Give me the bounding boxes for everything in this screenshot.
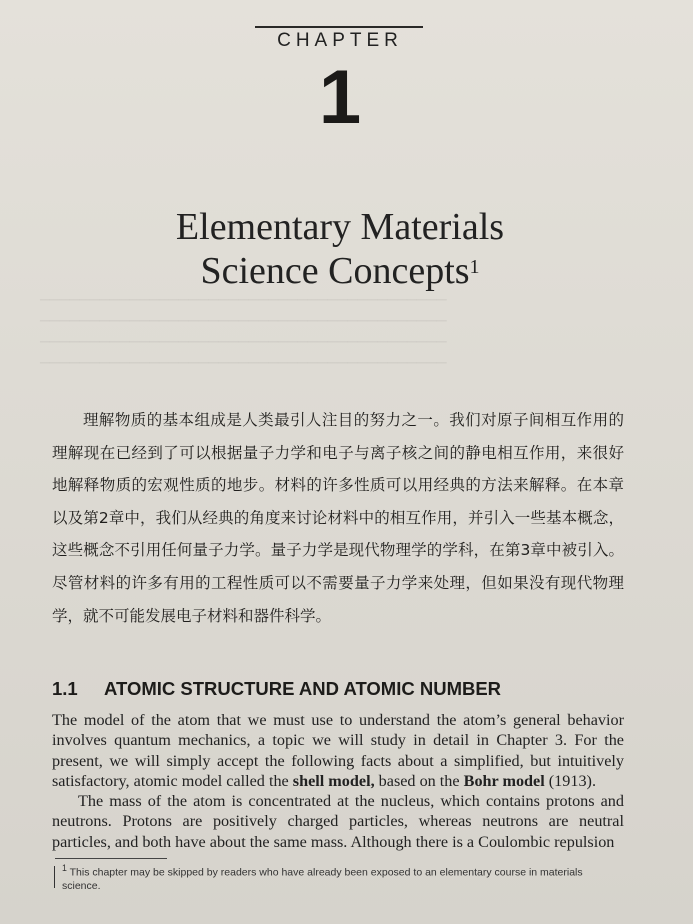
chapter-label: CHAPTER [277, 30, 403, 51]
chinese-introduction: 理解物质的基本组成是人类最引人注目的努力之一。我们对原子间相互作用的理解现在已经到了可以根据量子力学和电子与离子核之间的静电相互作用，来很好地解释物质的宏观性质的地步。材料的许多性质可以用经典的方法来解释。在本章以及第2章中，我们从经典的角度来讨论材料中的相互作用，并引入一些基本概念，这些概念不引用任何量子力学。量子力学是现代物理学的学科，在第3章中被引入。尽管材料的许多有用的工程性质可以不需要量子力学来处理，但如果没有现代物理学，就不可能发展电子材料和器件科学。 [52, 411, 624, 625]
term-bohr-model: Bohr model [463, 771, 545, 790]
section-heading [52, 678, 632, 700]
footnote-rule [55, 858, 167, 859]
section-title: ATOMIC STRUCTURE AND ATOMIC NUMBER [104, 678, 502, 699]
paragraph-1-text-b: based on the [374, 771, 464, 790]
chapter-number: 1 [318, 55, 362, 140]
chapter-title [90, 205, 590, 293]
footnote-number: 1 [62, 863, 67, 873]
footnote [62, 862, 592, 893]
chapter-rule [255, 26, 423, 28]
footnote-reference: 1 [469, 256, 480, 278]
body-paragraph-1 [52, 710, 624, 791]
chapter-title-line-1: Elementary Materials [175, 206, 505, 248]
section-number: 1.1 [52, 678, 78, 699]
bleed-through-text: ───────────────────────────────────────── ───────────────────────────────────────── ───────────────────────────────────────── ───────────────────────────────────────── [40, 293, 447, 371]
term-shell-model: shell model, [292, 771, 375, 790]
chapter-title-line-2-text: Science Concepts [200, 250, 470, 292]
footnote-text: This chapter may be skipped by readers who have already been exposed to an elementary course in materials science. [62, 866, 583, 892]
chapter-title-line-2 [90, 249, 590, 293]
body-paragraph-2: The mass of the atom is concentrated at the nucleus, which contains protons and neutrons. Protons are positively charged particles, whereas neutrons are neutral particles, and both have about the same mass. Although there is a Coulombic repulsion [52, 792, 624, 851]
paragraph-1-text-a: The model of the atom that we must use to understand the atom’s general behavior involves quantum mechanics, a topic we will study in detail in Chapter 3. For the present, we will simply accept the following facts about a simplified, but intuitively satisfactory, atomic model called the [52, 711, 624, 790]
footnote-side-mark [54, 866, 55, 888]
paragraph-1-text-c: (1913). [544, 771, 596, 790]
